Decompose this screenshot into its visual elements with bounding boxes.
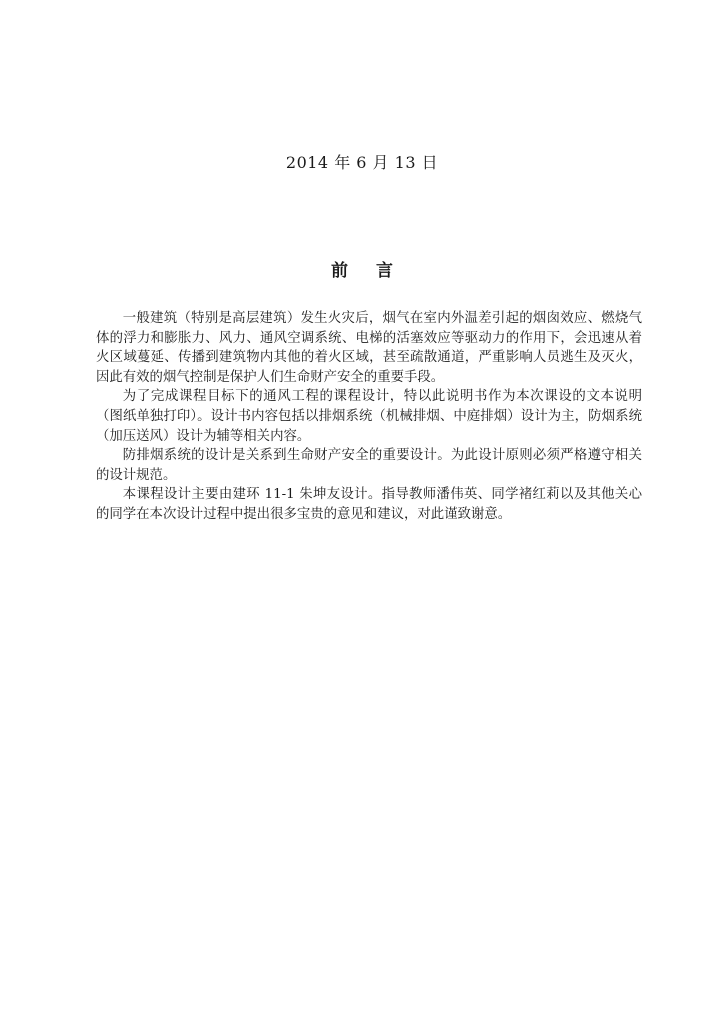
preface-paragraph: 防排烟系统的设计是关系到生命财产安全的重要设计。为此设计原则必须严格遵守相关的设计规范。	[96, 448, 642, 483]
preface-heading-char-2: 言	[376, 261, 393, 281]
preface-paragraph: 一般建筑（特别是高层建筑）发生火灾后，烟气在室内外温差引起的烟囱效应、燃烧气体的浮力和膨胀力、风力、通风空调系统、电梯的活塞效应等驱动力的作用下，会迅速从着火区域蔓延、传播到建筑物内其他的着火区域，甚至疏散通道，严重影响人员逃生及灭火，因此有效的烟气控制是保护人们生命财产安全的重要手段。	[96, 311, 642, 385]
document-date: 2014 年 6 月 13 日	[285, 153, 439, 172]
preface-paragraph: 为了完成课程目标下的通风工程的课程设计，特以此说明书作为本次课设的文本说明（图纸单独打印）。设计书内容包括以排烟系统（机械排烟、中庭排烟）设计为主，防烟系统（加压送风）设计为辅等相关内容。	[96, 389, 642, 444]
preface-paragraph: 本课程设计主要由建环 11-1 朱坤友设计。指导教师潘伟英、同学褚红莉以及其他关心的同学在本次设计过程中提出很多宝贵的意见和建议，对此谨致谢意。	[96, 487, 642, 522]
preface-heading	[0, 256, 724, 281]
preface-body	[96, 309, 642, 525]
preface-heading-char-1: 前	[331, 261, 348, 281]
